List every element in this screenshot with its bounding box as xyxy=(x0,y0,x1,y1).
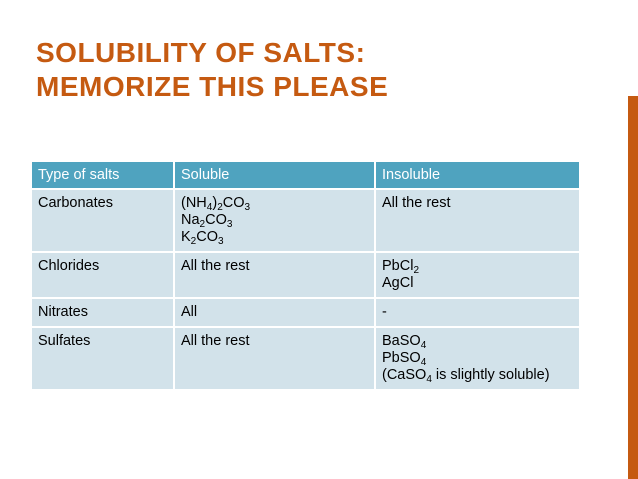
soluble-cell xyxy=(174,298,375,327)
formula-text: BaSO xyxy=(382,333,421,349)
soluble-line xyxy=(181,212,368,229)
formula-text: All the rest xyxy=(181,333,250,349)
subscript: 4 xyxy=(420,357,427,368)
soluble-line xyxy=(181,333,368,350)
formula-text: (NH xyxy=(181,195,207,211)
slide-title xyxy=(36,36,388,104)
soluble-cell xyxy=(174,327,375,390)
formula-text: All the rest xyxy=(181,258,250,274)
insoluble-line xyxy=(382,275,573,292)
subscript: 2 xyxy=(217,202,223,213)
table-row xyxy=(32,298,579,327)
salt-type-cell: Sulfates xyxy=(32,327,174,390)
formula-text: CO xyxy=(196,229,218,245)
formula-text: PbSO xyxy=(382,350,421,366)
insoluble-line xyxy=(382,258,573,275)
soluble-cell xyxy=(174,252,375,298)
salt-type-cell: Carbonates xyxy=(32,189,174,252)
soluble-cell xyxy=(174,189,375,252)
subscript: 4 xyxy=(420,340,427,351)
table-row xyxy=(32,189,579,252)
insoluble-line xyxy=(382,195,573,212)
title-line-2: MEMORIZE THIS PLEASE xyxy=(36,71,389,102)
accent-bar xyxy=(628,96,638,479)
soluble-line xyxy=(181,258,368,275)
solubility-table xyxy=(32,162,579,391)
soluble-line xyxy=(181,229,368,246)
subscript: 2 xyxy=(413,265,419,276)
formula-text: AgCl xyxy=(382,275,414,291)
formula-text: CO xyxy=(205,212,227,228)
subscript: 4 xyxy=(206,202,213,213)
insoluble-line xyxy=(382,367,573,384)
formula-text: All xyxy=(181,304,198,320)
insoluble-line xyxy=(382,304,573,321)
subscript: 3 xyxy=(244,202,251,213)
title-line-1: SOLUBILITY OF SALTS: xyxy=(36,37,366,68)
insoluble-cell xyxy=(375,252,579,298)
formula-text: K xyxy=(181,229,191,245)
header-insoluble: Insoluble xyxy=(375,162,579,189)
insoluble-cell xyxy=(375,189,579,252)
table-header-row xyxy=(32,162,579,189)
soluble-line xyxy=(181,195,368,212)
formula-text: CO xyxy=(222,195,245,211)
insoluble-line xyxy=(382,333,573,350)
header-soluble: Soluble xyxy=(174,162,375,189)
formula-text: (CaSO xyxy=(382,367,427,383)
formula-text: is slightly soluble) xyxy=(431,367,550,383)
subscript: 3 xyxy=(226,219,233,230)
salt-type-cell: Nitrates xyxy=(32,298,174,327)
subscript: 2 xyxy=(199,219,206,230)
table-row xyxy=(32,327,579,390)
salt-type-cell: Chlorides xyxy=(32,252,174,298)
header-type-of-salts: Type of salts xyxy=(32,162,174,189)
table-row xyxy=(32,252,579,298)
soluble-line xyxy=(181,304,368,321)
subscript: 3 xyxy=(217,236,224,247)
formula-text: Na xyxy=(181,212,200,228)
subscript: 2 xyxy=(190,236,197,247)
insoluble-line xyxy=(382,350,573,367)
subscript: 4 xyxy=(426,374,432,385)
insoluble-cell xyxy=(375,298,579,327)
formula-text: ) xyxy=(212,195,218,211)
insoluble-cell xyxy=(375,327,579,390)
formula-text: PbCl xyxy=(382,258,414,274)
formula-text: All the rest xyxy=(382,195,451,211)
formula-text: - xyxy=(382,304,387,320)
